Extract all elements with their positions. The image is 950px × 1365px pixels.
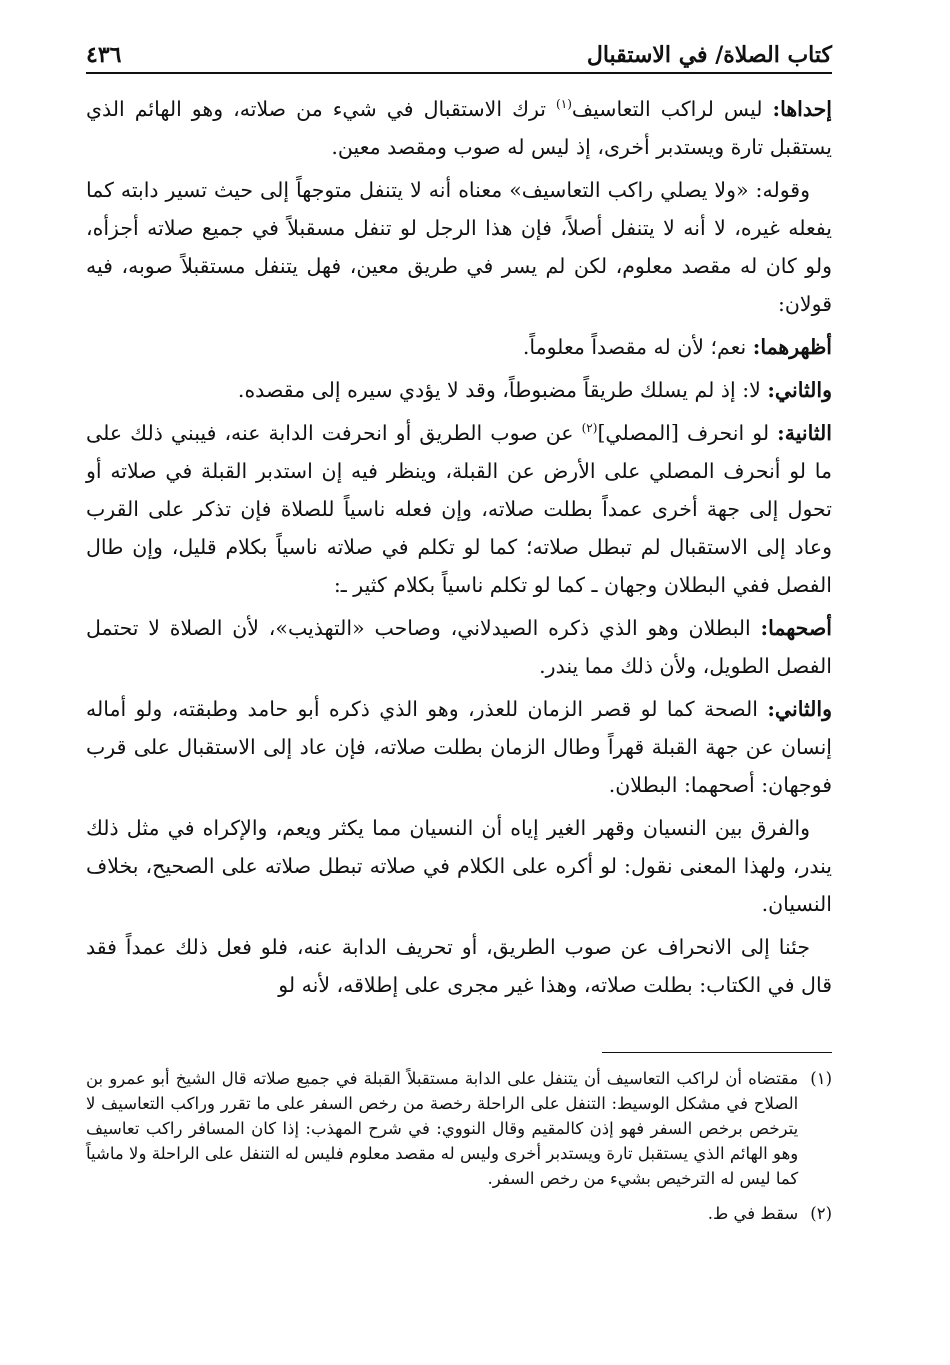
footnote [86, 1066, 832, 1191]
paragraph-text: لو انحرف [المصلي] [597, 421, 778, 445]
running-header [86, 28, 832, 74]
header-title: كتاب الصلاة/ في الاستقبال [586, 42, 832, 68]
footnote-ref[interactable]: (٢) [581, 421, 598, 436]
paragraph-lead: والثاني: [767, 378, 832, 402]
paragraph [86, 328, 832, 366]
paragraph [86, 171, 832, 323]
paragraph [86, 414, 832, 604]
paragraph [86, 928, 832, 1004]
paragraph-lead: إحداها: [772, 97, 832, 121]
paragraph-text: نعم؛ لأن له مقصداً معلوماً. [522, 335, 753, 359]
paragraph [86, 609, 832, 685]
paragraph [86, 90, 832, 166]
footnotes [86, 1066, 832, 1236]
paragraph-text: جئنا إلى الانحراف عن صوب الطريق، أو تحريف الدابة عنه، فلو فعل ذلك عمداً فقد قال في الكتاب: بطلت صلاته، وهذا غير مجرى على إطلاقه، لأنه لو [86, 935, 832, 997]
paragraph-text-cont: ترك الاستقبال في شيء من صلاته، وهو الهائم الذي يستقبل تارة ويستدبر أخرى، إذ ليس له صوب ومقصد معين. [86, 97, 832, 159]
paragraph-text: وقوله: «ولا يصلي راكب التعاسيف» معناه أنه لا يتنفل متوجهاً إلى حيث تسير دابته كما يفعله غيره، لا أنه لا يتنفل أصلاً، فإن هذا الرجل لو تنفل مسقبلاً في جميع صلاته أجزأه، ولو كان له مقصد معلوم، لكن لم يسر في طريق معين، فهل يتنفل مستقبلاً صوبه، فيه قولان: [86, 178, 832, 316]
footnote-number: (١) [810, 1069, 832, 1088]
footnote [86, 1201, 832, 1226]
footnote-text: سقط في ط. [707, 1204, 799, 1223]
footnote-number: (٢) [810, 1204, 832, 1223]
main-text [86, 90, 832, 1009]
paragraph-text: ليس لراكب التعاسيف [571, 97, 773, 121]
paragraph-text: والفرق بين النسيان وقهر الغير إياه أن النسيان مما يكثر ويعم، والإكراه في مثل ذلك يندر، ولهذا المعنى نقول: لو أكره على الكلام في صلاته تبطل صلاته على الصحيح، بخلاف النسيان. [86, 816, 832, 916]
paragraph-text-cont: عن صوب الطريق أو انحرفت الدابة عنه، فيبني ذلك على ما لو أنحرف المصلي على الأرض عن القبلة، وينظر فيه إن استدبر القبلة في صلاته أو تحول إلى جهة أخرى عمداً بطلت صلاته، وإن فعله ناسياً للصلاة فإن تذكر على القرب وعاد إلى الاستقبال لم تبطل صلاته؛ كما لو تكلم في صلاته ناسياً بكلام قليل، وإن طال الفصل ففي البطلان وجهان ـ كما لو تكلم ناسياً بكلام كثير ـ: [86, 421, 832, 597]
paragraph-lead: والثاني: [767, 697, 832, 721]
paragraph-lead: أظهرهما: [752, 335, 832, 359]
footnote-divider [602, 1052, 832, 1053]
paragraph-text: البطلان وهو الذي ذكره الصيدلاني، وصاحب «التهذيب»، لأن الصلاة لا تحتمل الفصل الطويل، ولأن ذلك مما يندر. [86, 616, 832, 678]
page-number: ٤٣٦ [86, 42, 122, 68]
paragraph [86, 809, 832, 923]
footnote-ref[interactable]: (١) [556, 97, 572, 112]
paragraph [86, 371, 832, 409]
paragraph-text: الصحة كما لو قصر الزمان للعذر، وهو الذي ذكره أبو حامد وطبقته، ولو أماله إنسان عن جهة القبلة قهراً وطال الزمان بطلت صلاته، فإن عاد إلى الاستقبال على قرب فوجهان: أصحهما: البطلان. [86, 697, 832, 797]
footnote-text: مقتضاه أن لراكب التعاسيف أن يتنفل على الدابة مستقبلاً القبلة في جميع صلاته قال الشيخ أبو عمرو بن الصلاح في مشكل الوسيط: التنفل على الراحلة رخصة من رخص السفر على ما تقرر وراكب التعاسيف لا يترخص برخص السفر فهو إذن كالمقيم وقال النووي: في شرح المهذب: إذا كان المسافر راكب تعاسيف وهو الهائم الذي يستقبل تارة ويستدبر أخرى وليس له مقصد معلوم فليس له التنفل على الراحلة ولا ماشياً كما ليس له الترخيص بشيء من رخص السفر. [86, 1069, 799, 1188]
paragraph-text: لا: إذ لم يسلك طريقاً مضبوطاً، وقد لا يؤدي سيره إلى مقصده. [237, 378, 768, 402]
paragraph-lead: الثانية: [777, 421, 832, 445]
paragraph-lead: أصحهما: [760, 616, 832, 640]
paragraph [86, 690, 832, 804]
